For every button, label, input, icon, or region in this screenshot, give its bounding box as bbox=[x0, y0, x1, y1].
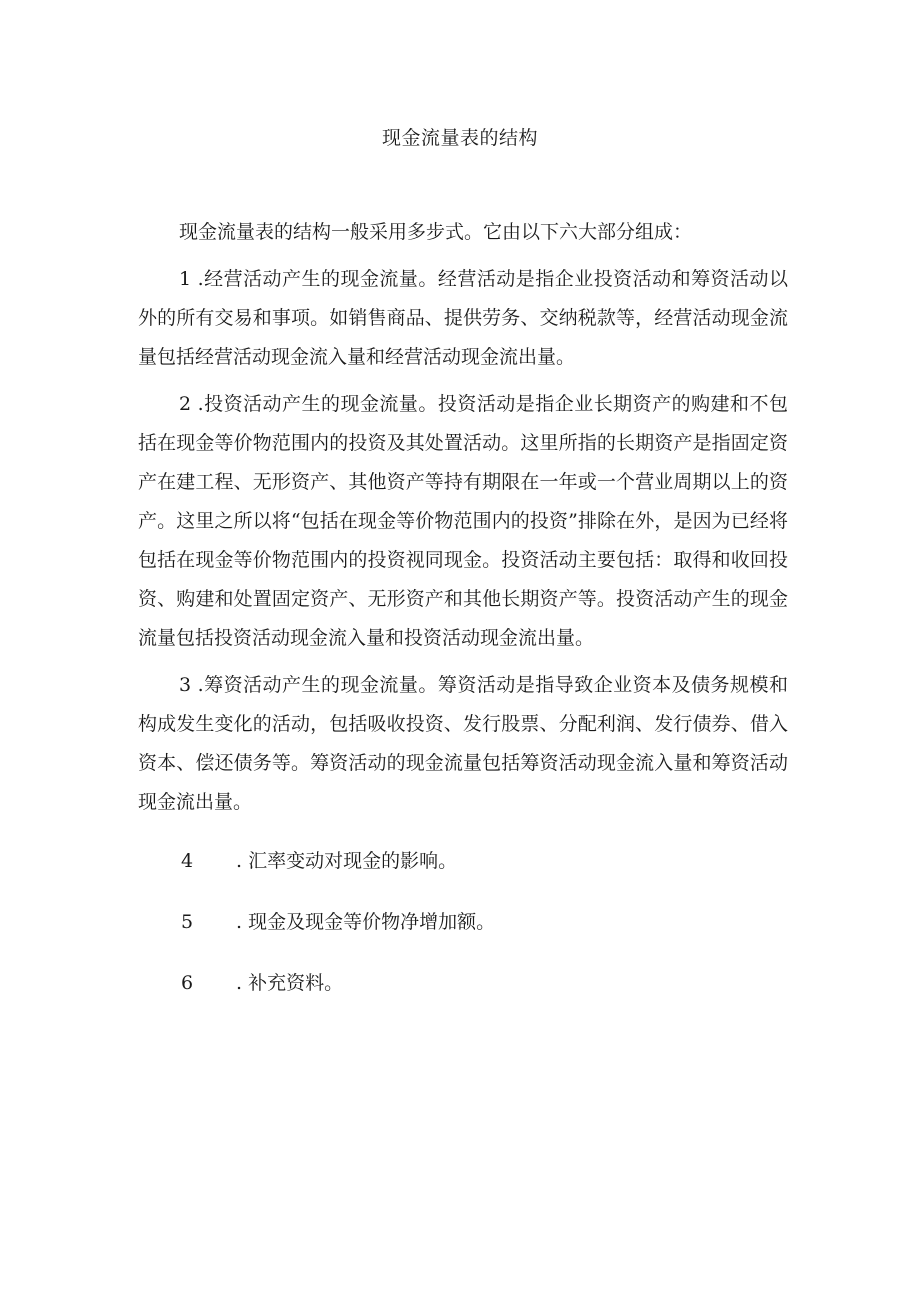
list-item-text: . 补充资料。 bbox=[236, 972, 344, 994]
section-investing-activities: 2 .投资活动产生的现金流量。投资活动是指企业长期资产的购建和不包括在现金等价物范围内的投资及其处置活动。这里所指的长期资产是指固定资产在建工程、无形资产、其他资产等持有期限在一年或一个营业周期以上的资产。这里之所以将“包括在现金等价物范围内的投资”排除在外，是因为已经将包括在现金等价物范围内的投资视同现金。投资活动主要包括：取得和收回投资、购建和处置固定资产、无形资产和其他长期资产等。投资活动产生的现金流量包括投资活动现金流入量和投资活动现金流出量。 bbox=[138, 393, 788, 649]
document-body bbox=[138, 213, 788, 1025]
section-financing-activities: 3 .筹资活动产生的现金流量。筹资活动是指导致企业资本及债务规模和构成发生变化的活动，包括吸收投资、发行股票、分配利润、发行债券、借入资本、偿还债务等。筹资活动的现金流量包括筹资活动现金流入量和筹资活动现金流出量。 bbox=[138, 674, 788, 813]
list-item-net-increase bbox=[138, 903, 788, 942]
list-item-exchange-rate bbox=[138, 842, 788, 881]
list-item-number: 6 bbox=[181, 972, 194, 994]
list-item-number: 5 bbox=[181, 911, 194, 933]
document-title: 现金流量表的结构 bbox=[381, 127, 538, 149]
list-item-number: 4 bbox=[181, 850, 194, 872]
list-item-text: . 汇率变动对现金的影响。 bbox=[236, 850, 458, 872]
section-operating-activities: 1 .经营活动产生的现金流量。经营活动是指企业投资活动和筹资活动以外的所有交易和事项。如销售商品、提供劳务、交纳税款等，经营活动现金流量包括经营活动现金流入量和经营活动现金流出量。 bbox=[138, 268, 788, 368]
list-item-text: . 现金及现金等价物净增加额。 bbox=[236, 911, 496, 933]
intro-paragraph: 现金流量表的结构一般采用多步式。它由以下六大部分组成： bbox=[179, 221, 693, 243]
list-item-supplementary bbox=[138, 964, 788, 1003]
